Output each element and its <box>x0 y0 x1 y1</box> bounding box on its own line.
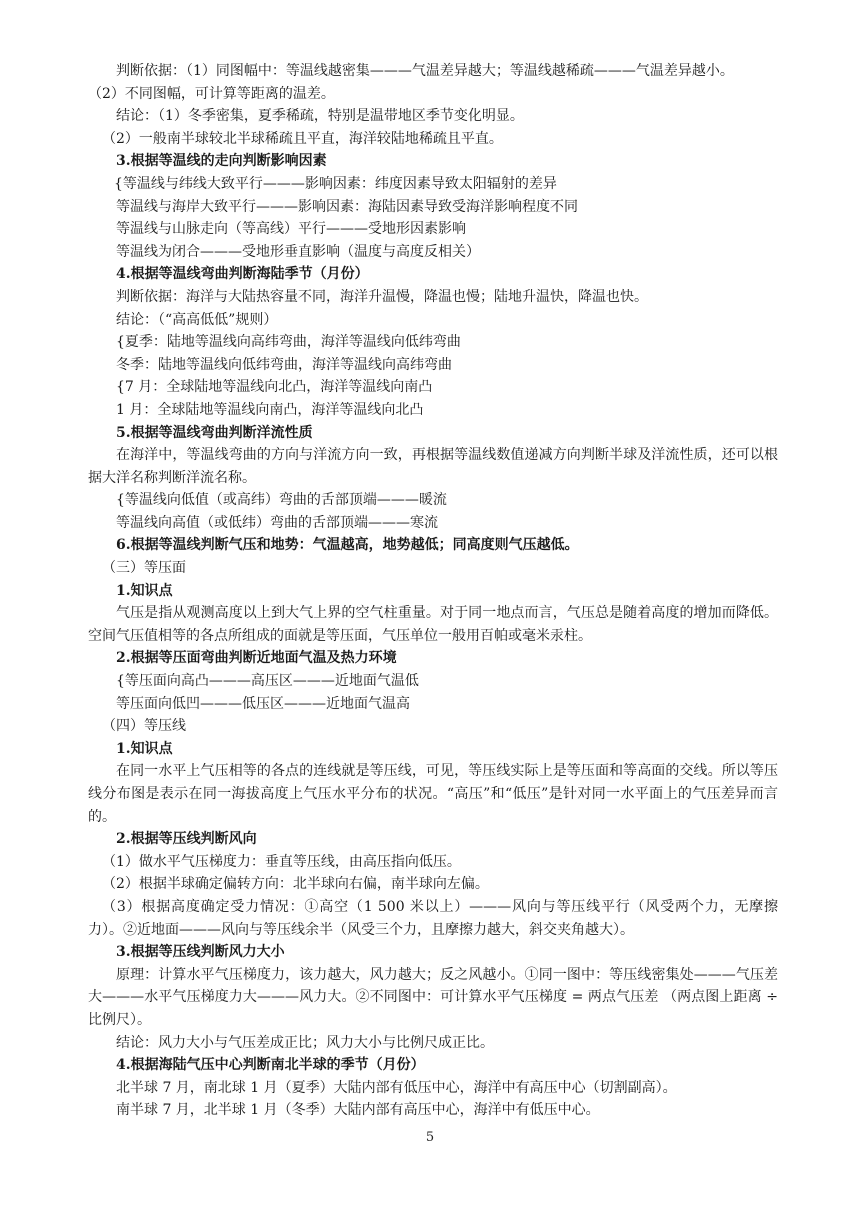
section-heading: 4.根据海陆气压中心判断南北半球的季节（月份） <box>116 1057 425 1074</box>
text-line: {等压面向高凸———高压区———近地面气温低 <box>116 673 419 690</box>
text-line: {等温线向低值（或高纬）弯曲的舌部顶端———暖流 <box>116 492 447 509</box>
text-line: {7 月：全球陆地等温线向北凸，海洋等温线向南凸 <box>116 379 433 396</box>
text-line: 南半球 7 月，北半球 1 月（冬季）大陆内部有高压中心，海洋中有低压中心。 <box>116 1102 600 1119</box>
section-heading: 2.根据等压面弯曲判断近地面气温及热力环境 <box>116 650 397 667</box>
section-heading: 2.根据等压线判断风向 <box>116 831 257 848</box>
text-line: 北半球 7 月，南北球 1 月（夏季）大陆内部有低压中心，海洋中有高压中心（切割副高）。 <box>116 1079 677 1096</box>
text-line: 冬季：陆地等温线向低纬弯曲，海洋等温线向高纬弯曲 <box>116 356 452 373</box>
text-line: 判断依据：海洋与大陆热容量不同，海洋升温慢，降温也慢；陆地升温快，降温也快。 <box>116 288 648 305</box>
paragraph: 原理：计算水平气压梯度力，该力越大，风力越大；反之风越小。①同一图中：等压线密集处———气压差大———水平气压梯度力大———风力大。②不同图中：可计算水平气压梯度 = 两点气压差 （两点图上距离 ÷ 比例尺）。 <box>88 966 778 1028</box>
text-line: （2）根据半球确定偏转方向：北半球向右偏，南半球向左偏。 <box>102 876 489 893</box>
text-line: 结论：风力大小与气压差成正比；风力大小与比例尺成正比。 <box>116 1034 494 1051</box>
section-heading: 3.根据等温线的走向判断影响因素 <box>116 153 327 170</box>
text-line: 等温线与山脉走向（等高线）平行———受地形因素影响 <box>116 221 466 238</box>
section-heading: 5.根据等温线弯曲判断洋流性质 <box>116 424 313 441</box>
paragraph: 在同一水平上气压相等的各点的连线就是等压线，可见，等压线实际上是等压面和等高面的交线。所以等压线分布图是表示在同一海拔高度上气压水平分布的状况。“高压”和“低压”是针对同一水平面上的气压差异而言的。 <box>88 763 778 825</box>
document-page <box>88 60 778 1122</box>
text-line: {等温线与纬线大致平行———影响因素：纬度因素导致太阳辐射的差异 <box>114 175 557 192</box>
text-line: 判断依据：（1）同图幅中：等温线越密集———气温差异越大；等温线越稀疏———气温差异越小。 <box>116 63 734 79</box>
section-heading: 6.根据等温线判断气压和地势：气温越高，地势越低；同高度则气压越低。 <box>116 537 579 554</box>
paragraph: 气压是指从观测高度以上到大气上界的空气柱重量。对于同一地点而言，气压总是随着高度的增加而降低。空间气压值相等的各点所组成的面就是等压面，气压单位一般用百帕或毫米汞柱。 <box>88 605 778 644</box>
section-heading: 3.根据等压线判断风力大小 <box>116 944 285 961</box>
text-line: （2）一般南半球较北半球稀疏且平直，海洋较陆地稀疏且平直。 <box>102 130 503 147</box>
page-number: 5 <box>425 1130 435 1145</box>
subsection-heading: （三）等压面 <box>102 560 186 577</box>
section-heading: 1.知识点 <box>116 582 173 599</box>
text-line: 结论：（“高高低低”规则） <box>116 311 278 328</box>
text-line: {夏季：陆地等温线向高纬弯曲，海洋等温线向低纬弯曲 <box>116 334 461 351</box>
text-line: （1）做水平气压梯度力：垂直等压线，由高压指向低压。 <box>102 853 461 870</box>
text-line: 1 月：全球陆地等温线向南凸，海洋等温线向北凸 <box>116 401 424 418</box>
text-line: 等温线与海岸大致平行———影响因素：海陆因素导致受海洋影响程度不同 <box>116 198 578 215</box>
subsection-heading: （四）等压线 <box>102 718 186 735</box>
text-line: （2）不同图幅，可计算等距离的温差。 <box>88 85 335 102</box>
text-line: 等温线为闭合———受地形垂直影响（温度与高度反相关） <box>116 243 480 260</box>
section-heading: 1.知识点 <box>116 740 173 757</box>
text-line: 等温线向高值（或低纬）弯曲的舌部顶端———寒流 <box>116 514 438 531</box>
text-line: 结论：（1）冬季密集，夏季稀疏，特别是温带地区季节变化明显。 <box>116 108 524 125</box>
text-line: 等压面向低凹———低压区———近地面气温高 <box>116 695 410 712</box>
paragraph: 在海洋中，等温线弯曲的方向与洋流方向一致，再根据等温线数值递减方向判断半球及洋流性质，还可以根据大洋名称判断洋流名称。 <box>88 447 778 486</box>
section-heading: 4.根据等温线弯曲判断海陆季节（月份） <box>116 266 369 283</box>
paragraph: （3）根据高度确定受力情况：①高空（1 500 米以上）———风向与等压线平行（风受两个力，无摩擦力）。②近地面———风向与等压线余半（风受三个力，且摩擦力越大，斜交夹角越大）。 <box>88 898 778 938</box>
